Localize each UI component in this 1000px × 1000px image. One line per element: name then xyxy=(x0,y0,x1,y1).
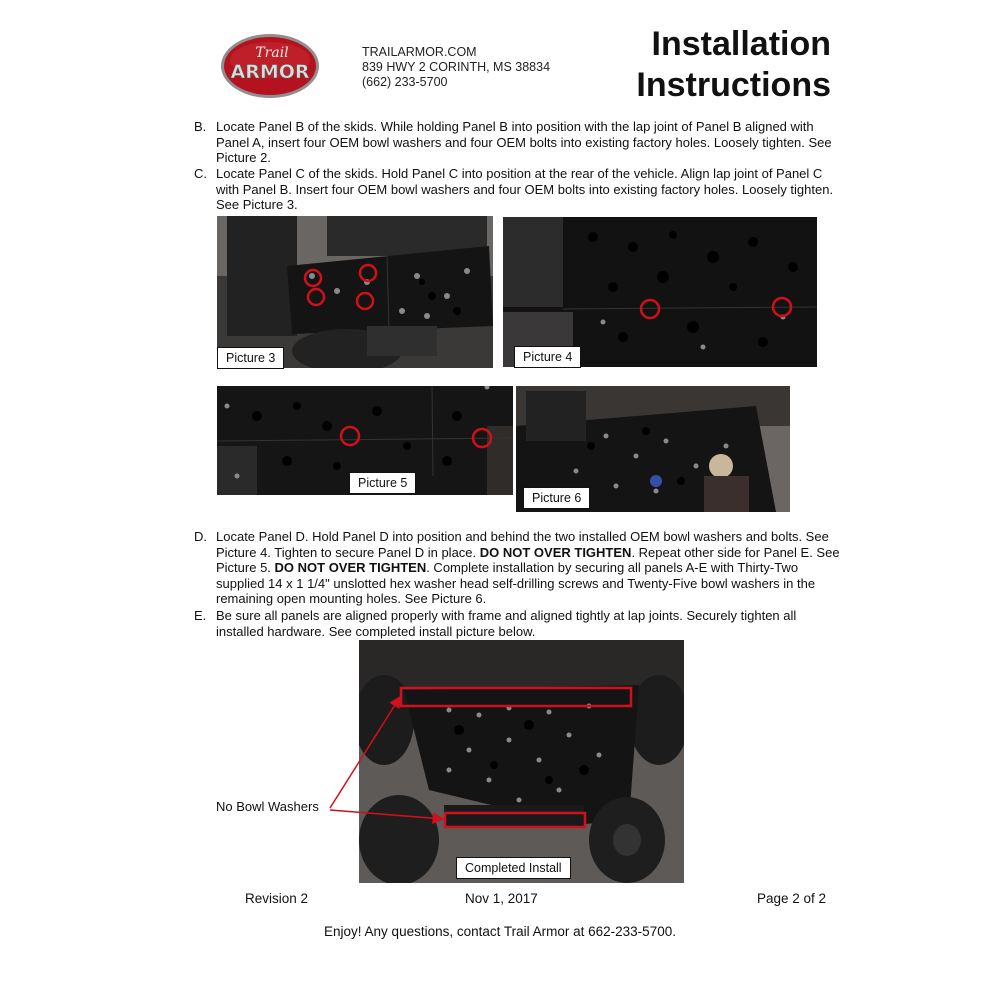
step-b xyxy=(194,119,844,166)
phone-number: (662) 233-5700 xyxy=(362,75,448,89)
logo-text-trail: Trail xyxy=(255,45,289,61)
picture-5-caption: Picture 5 xyxy=(349,472,416,494)
date-label: Nov 1, 2017 xyxy=(465,891,538,906)
step-text xyxy=(216,529,844,607)
revision-label: Revision 2 xyxy=(245,891,309,906)
step-letter: C. xyxy=(194,166,207,181)
step-e xyxy=(194,608,844,639)
company-address-block xyxy=(362,45,550,90)
warning-text-1: DO NOT OVER TIGHTEN xyxy=(479,544,632,560)
no-bowl-washers-label: No Bowl Washers xyxy=(216,799,319,814)
picture-4-caption: Picture 4 xyxy=(514,346,581,368)
document-title xyxy=(636,24,831,106)
title-line-1: Installation xyxy=(651,25,831,63)
step-letter: D. xyxy=(194,529,207,544)
picture-4-photo xyxy=(503,217,817,367)
step-text: Locate Panel C of the skids. Hold Panel C into position at the rear of the vehicle. Align lap joint of Panel C with Panel B. Insert four OEM bowl washers and four OEM bolts into existing factory holes. Loosely tighten. See Picture 3. xyxy=(216,166,834,212)
step-text: Be sure all panels are aligned properly with frame and aligned tightly at lap joints. Securely tighten all installed hardware. See completed install picture below. xyxy=(216,608,797,639)
picture-3-photo xyxy=(217,216,493,368)
step-c xyxy=(194,166,844,213)
logo-text-armor: ARMOR xyxy=(230,61,310,83)
website-text: TRAILARMOR.COM xyxy=(362,45,477,59)
step-d-text-2: . Repeat other side for Panel E. See Picture 5. xyxy=(216,544,840,575)
trail-armor-logo xyxy=(220,33,320,99)
step-d-text-1: Locate Panel D. Hold Panel D into position and behind the two installed OEM bowl washers and bolts. See Picture 4. Tighten to secure Panel D in place. xyxy=(216,529,829,560)
step-d-text-3: . Complete installation by securing all panels A-E with Thirty-Two supplied 14 x 1 1/4" unslotted hex washer head self-drilling screws and Twenty-Five bowl washers in the remaining open mounting holes. See Picture 6. xyxy=(216,560,816,606)
title-line-2: Instructions xyxy=(636,66,831,104)
warning-text-2: DO NOT OVER TIGHTEN xyxy=(274,560,427,575)
step-letter: B. xyxy=(194,119,207,134)
page-number: Page 2 of 2 xyxy=(756,891,826,906)
step-letter: E. xyxy=(194,608,207,623)
step-d xyxy=(194,529,844,607)
completed-install-caption: Completed Install xyxy=(456,857,571,879)
street-address: 839 HWY 2 CORINTH, MS 38834 xyxy=(362,60,551,74)
picture-6-caption: Picture 6 xyxy=(523,487,590,509)
step-text: Locate Panel B of the skids. While holding Panel B into position with the lap joint of Panel B aligned with Panel A, insert four OEM bowl washers and four OEM bolts into existing factory holes. Loosely tighten. See Picture 2. xyxy=(216,119,832,165)
contact-note: Enjoy! Any questions, contact Trail Armor at 662-233-5700. xyxy=(324,924,676,939)
picture-3-caption: Picture 3 xyxy=(217,347,284,369)
completed-install-photo xyxy=(359,640,684,883)
